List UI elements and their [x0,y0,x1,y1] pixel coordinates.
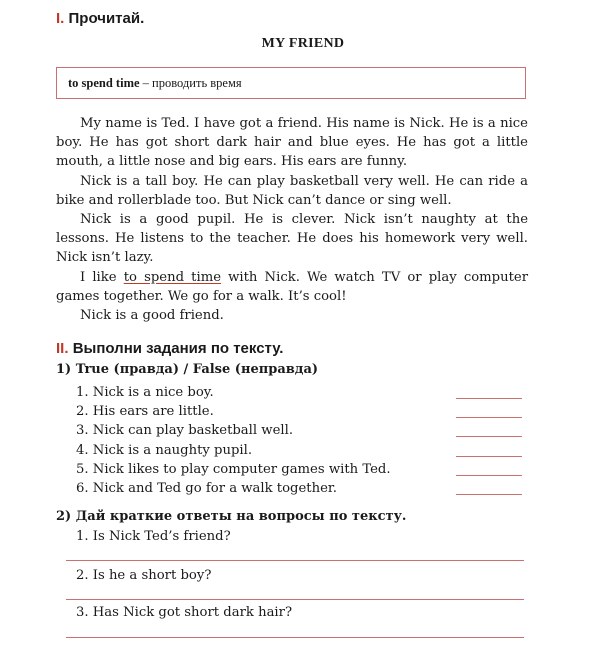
story-text-fragment: with Nick. We watch TV or play computer games together. We go for a walk. It’s cool! [56,269,528,304]
story-paragraph: Nick is a tall boy. He can play basketball very well. He can ride a bike and rollerblade too. But Nick can’t dance or sing well. [56,173,528,208]
vocab-term: to spend time [68,76,140,90]
story-text-fragment: I like [80,269,124,285]
answer-blank[interactable] [456,494,522,495]
statement-text: 4. Nick is a naughty pupil. [76,442,253,458]
question-text: 2. Is he a short boy? [76,568,212,583]
answer-blank[interactable] [456,456,522,457]
story-paragraph [56,268,528,306]
section-1-heading [56,10,144,27]
vocab-translation: – проводить время [139,76,242,90]
answer-blank[interactable] [456,417,522,418]
statement-text: 5. Nick likes to play computer games with Ted. [76,461,391,477]
answer-line[interactable] [66,560,524,561]
story-title: MY FRIEND [261,36,345,51]
statement-text: 1. Nick is a nice boy. [76,385,214,400]
answer-line[interactable] [66,599,524,600]
underlined-phrase: to spend time [123,269,221,285]
question-text: 1. Is Nick Ted’s friend? [76,529,231,544]
question-text: 3. Has Nick got short dark hair? [76,605,293,620]
list-item [76,421,526,440]
answer-blank[interactable] [456,436,522,437]
vocabulary-box [56,67,526,99]
section-2-heading [56,340,283,357]
statement-text: 6. Nick and Ted go for a walk together. [76,480,337,496]
list-item [76,460,526,479]
section-2-number: II. [56,340,69,357]
section-1-title: Прочитай. [68,10,145,27]
statement-text: 3. Nick can play basketball well. [76,423,294,439]
section-1-number: I. [56,10,65,27]
true-false-list [76,383,526,498]
story-text [56,114,528,325]
list-item [76,479,526,498]
story-paragraph: My name is Ted. I have got a friend. His name is Nick. He is a nice boy. He has got short dark hair and blue eyes. He has got a little mouth, a little nose and big ears. His ears are funny. [56,116,528,170]
list-item [76,383,526,402]
list-item [76,441,526,460]
answer-blank[interactable] [456,475,522,476]
answer-line[interactable] [66,637,524,638]
task-2-heading: 2) Дай краткие ответы на вопросы по тексту. [56,509,407,524]
story-paragraph: Nick is a good friend. [80,308,224,324]
list-item [76,402,526,421]
section-2-title: Выполни задания по тексту. [72,340,284,357]
story-paragraph: Nick is a good pupil. He is clever. Nick isn’t naughty at the lessons. He listens to the teacher. He does his homework very well. Nick isn’t lazy. [56,212,528,266]
answer-blank[interactable] [456,398,522,399]
statement-text: 2. His ears are little. [76,404,214,420]
task-1-heading: 1) True (правда) / False (неправда) [56,362,319,377]
